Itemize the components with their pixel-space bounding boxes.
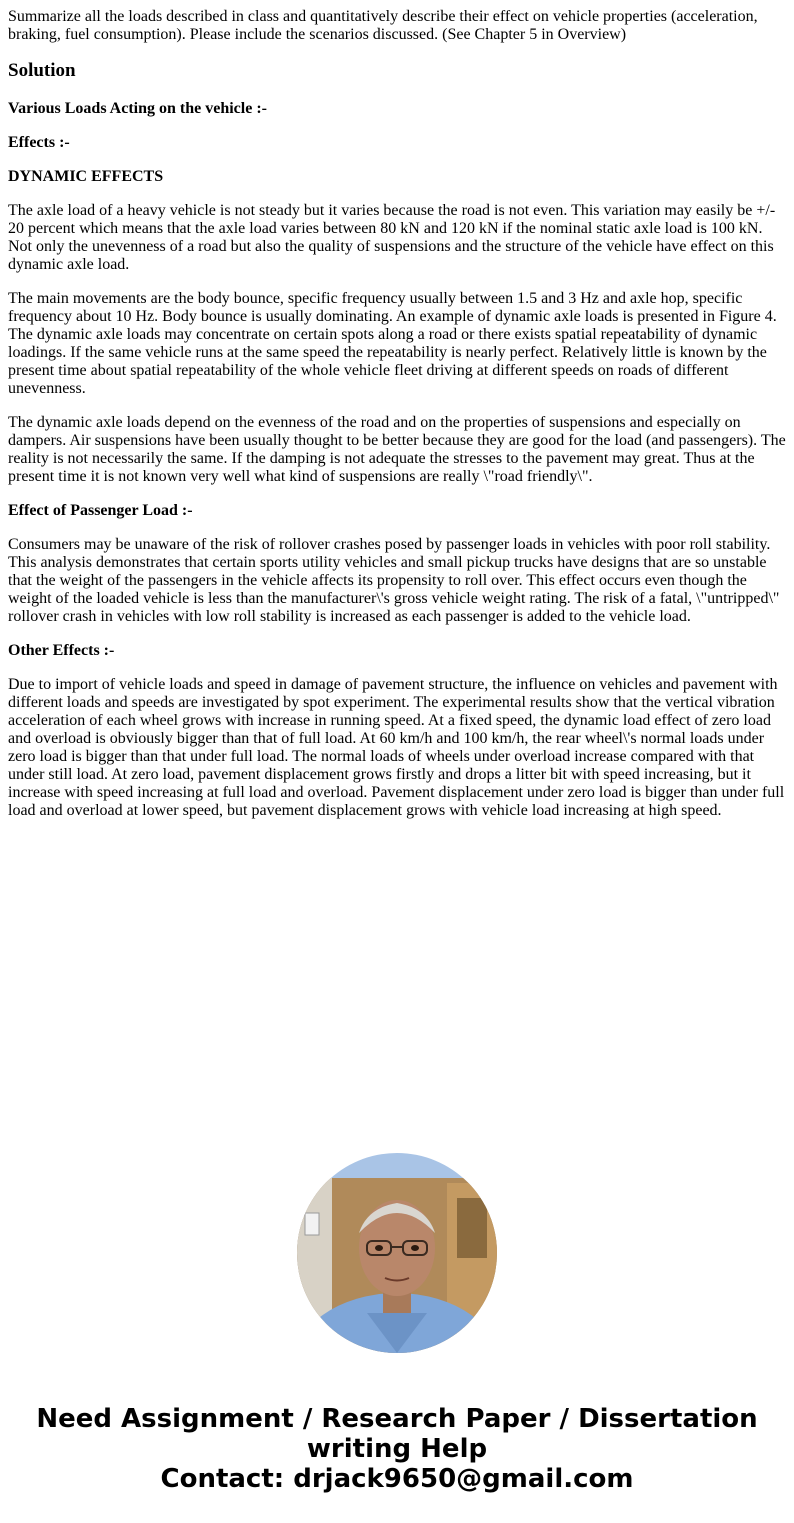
heading-other-effects: Other Effects :-: [8, 642, 115, 659]
heading-various-loads: Various Loads Acting on the vehicle :-: [8, 100, 267, 117]
heading-dynamic-effects: DYNAMIC EFFECTS: [8, 168, 164, 185]
paragraph-dynamic-3: The dynamic axle loads depend on the evenness of the road and on the properties of suspensions and especially on dampers. Air suspensions have been usually thought to be better because they are good for the load (and passengers). The reality is not necessarily the same. If the damping is not adequate the stresses to the pavement may great. Thus at the present time it is not known very well what kind of suspensions are really \"road friendly\".: [8, 414, 786, 485]
cta-line-2: writing Help: [306, 1434, 488, 1464]
question-text: Summarize all the loads described in class and quantitatively describe their effect on vehicle properties (acceleration, braking, fuel consumption). Please include the scenarios discussed. (See Chapter 5 in Overview): [8, 8, 758, 43]
paragraph-dynamic-1: The axle load of a heavy vehicle is not steady but it varies because the road is not even. This variation may easily be +/- 20 percent which means that the axle load varies between 80 kN and 120 kN if the nominal static axle load is 100 kN. Not only the unevenness of a road but also the quality of suspensions and the structure of the vehicle have effect on this dynamic axle load.: [8, 202, 776, 273]
cta-contact-email: Contact: drjack9650@gmail.com: [160, 1464, 634, 1494]
author-portrait-image: [297, 1153, 497, 1353]
solution-heading: Solution: [8, 60, 76, 81]
author-avatar: [297, 1153, 497, 1353]
heading-effects: Effects :-: [8, 134, 70, 151]
heading-passenger-load: Effect of Passenger Load :-: [8, 502, 193, 519]
article-body: [8, 8, 786, 836]
paragraph-passenger: Consumers may be unaware of the risk of rollover crashes posed by passenger loads in vehicles with poor roll stability. This analysis demonstrates that certain sports utility vehicles and small pickup trucks have designs that are so unstable that the weight of the passengers in the vehicle affects its propensity to roll over. This effect occurs even though the weight of the loaded vehicle is less than the manufacturer\'s gross vehicle weight rating. The risk of a fatal, \"untripped\" rollover crash in vehicles with low roll stability is increased as each passenger is added to the vehicle load.: [8, 536, 780, 625]
cta-line-1: Need Assignment / Research Paper / Dissertation: [36, 1404, 758, 1434]
help-contact-banner: [0, 1404, 794, 1494]
paragraph-other: Due to import of vehicle loads and speed in damage of pavement structure, the influence on vehicles and pavement with different loads and speeds are investigated by spot experiment. The experimental results show that the vertical vibration acceleration of each wheel grows with increase in running speed. At a fixed speed, the dynamic load effect of zero load and overload is obviously bigger than that of full load. At 60 km/h and 100 km/h, the rear wheel\'s normal loads under zero load is bigger than that under full load. The normal loads of wheels under overload increase compared with that under still load. At zero load, pavement displacement grows firstly and drops a litter bit with speed increasing, but it increase with speed increasing at full load and overload. Pavement displacement under zero load is bigger than under full load and overload at lower speed, but pavement displacement grows with vehicle load increasing at high speed.: [8, 676, 785, 819]
paragraph-dynamic-2: The main movements are the body bounce, specific frequency usually between 1.5 and 3 Hz and axle hop, specific frequency about 10 Hz. Body bounce is usually dominating. An example of dynamic axle loads is presented in Figure 4. The dynamic axle loads may concentrate on certain spots along a road or there exists spatial repeatability of dynamic loadings. If the same vehicle runs at the same speed the repeatability is nearly perfect. Relatively little is known by the present time about spatial repeatability of the whole vehicle fleet driving at different speeds on roads of different unevenness.: [8, 290, 777, 397]
